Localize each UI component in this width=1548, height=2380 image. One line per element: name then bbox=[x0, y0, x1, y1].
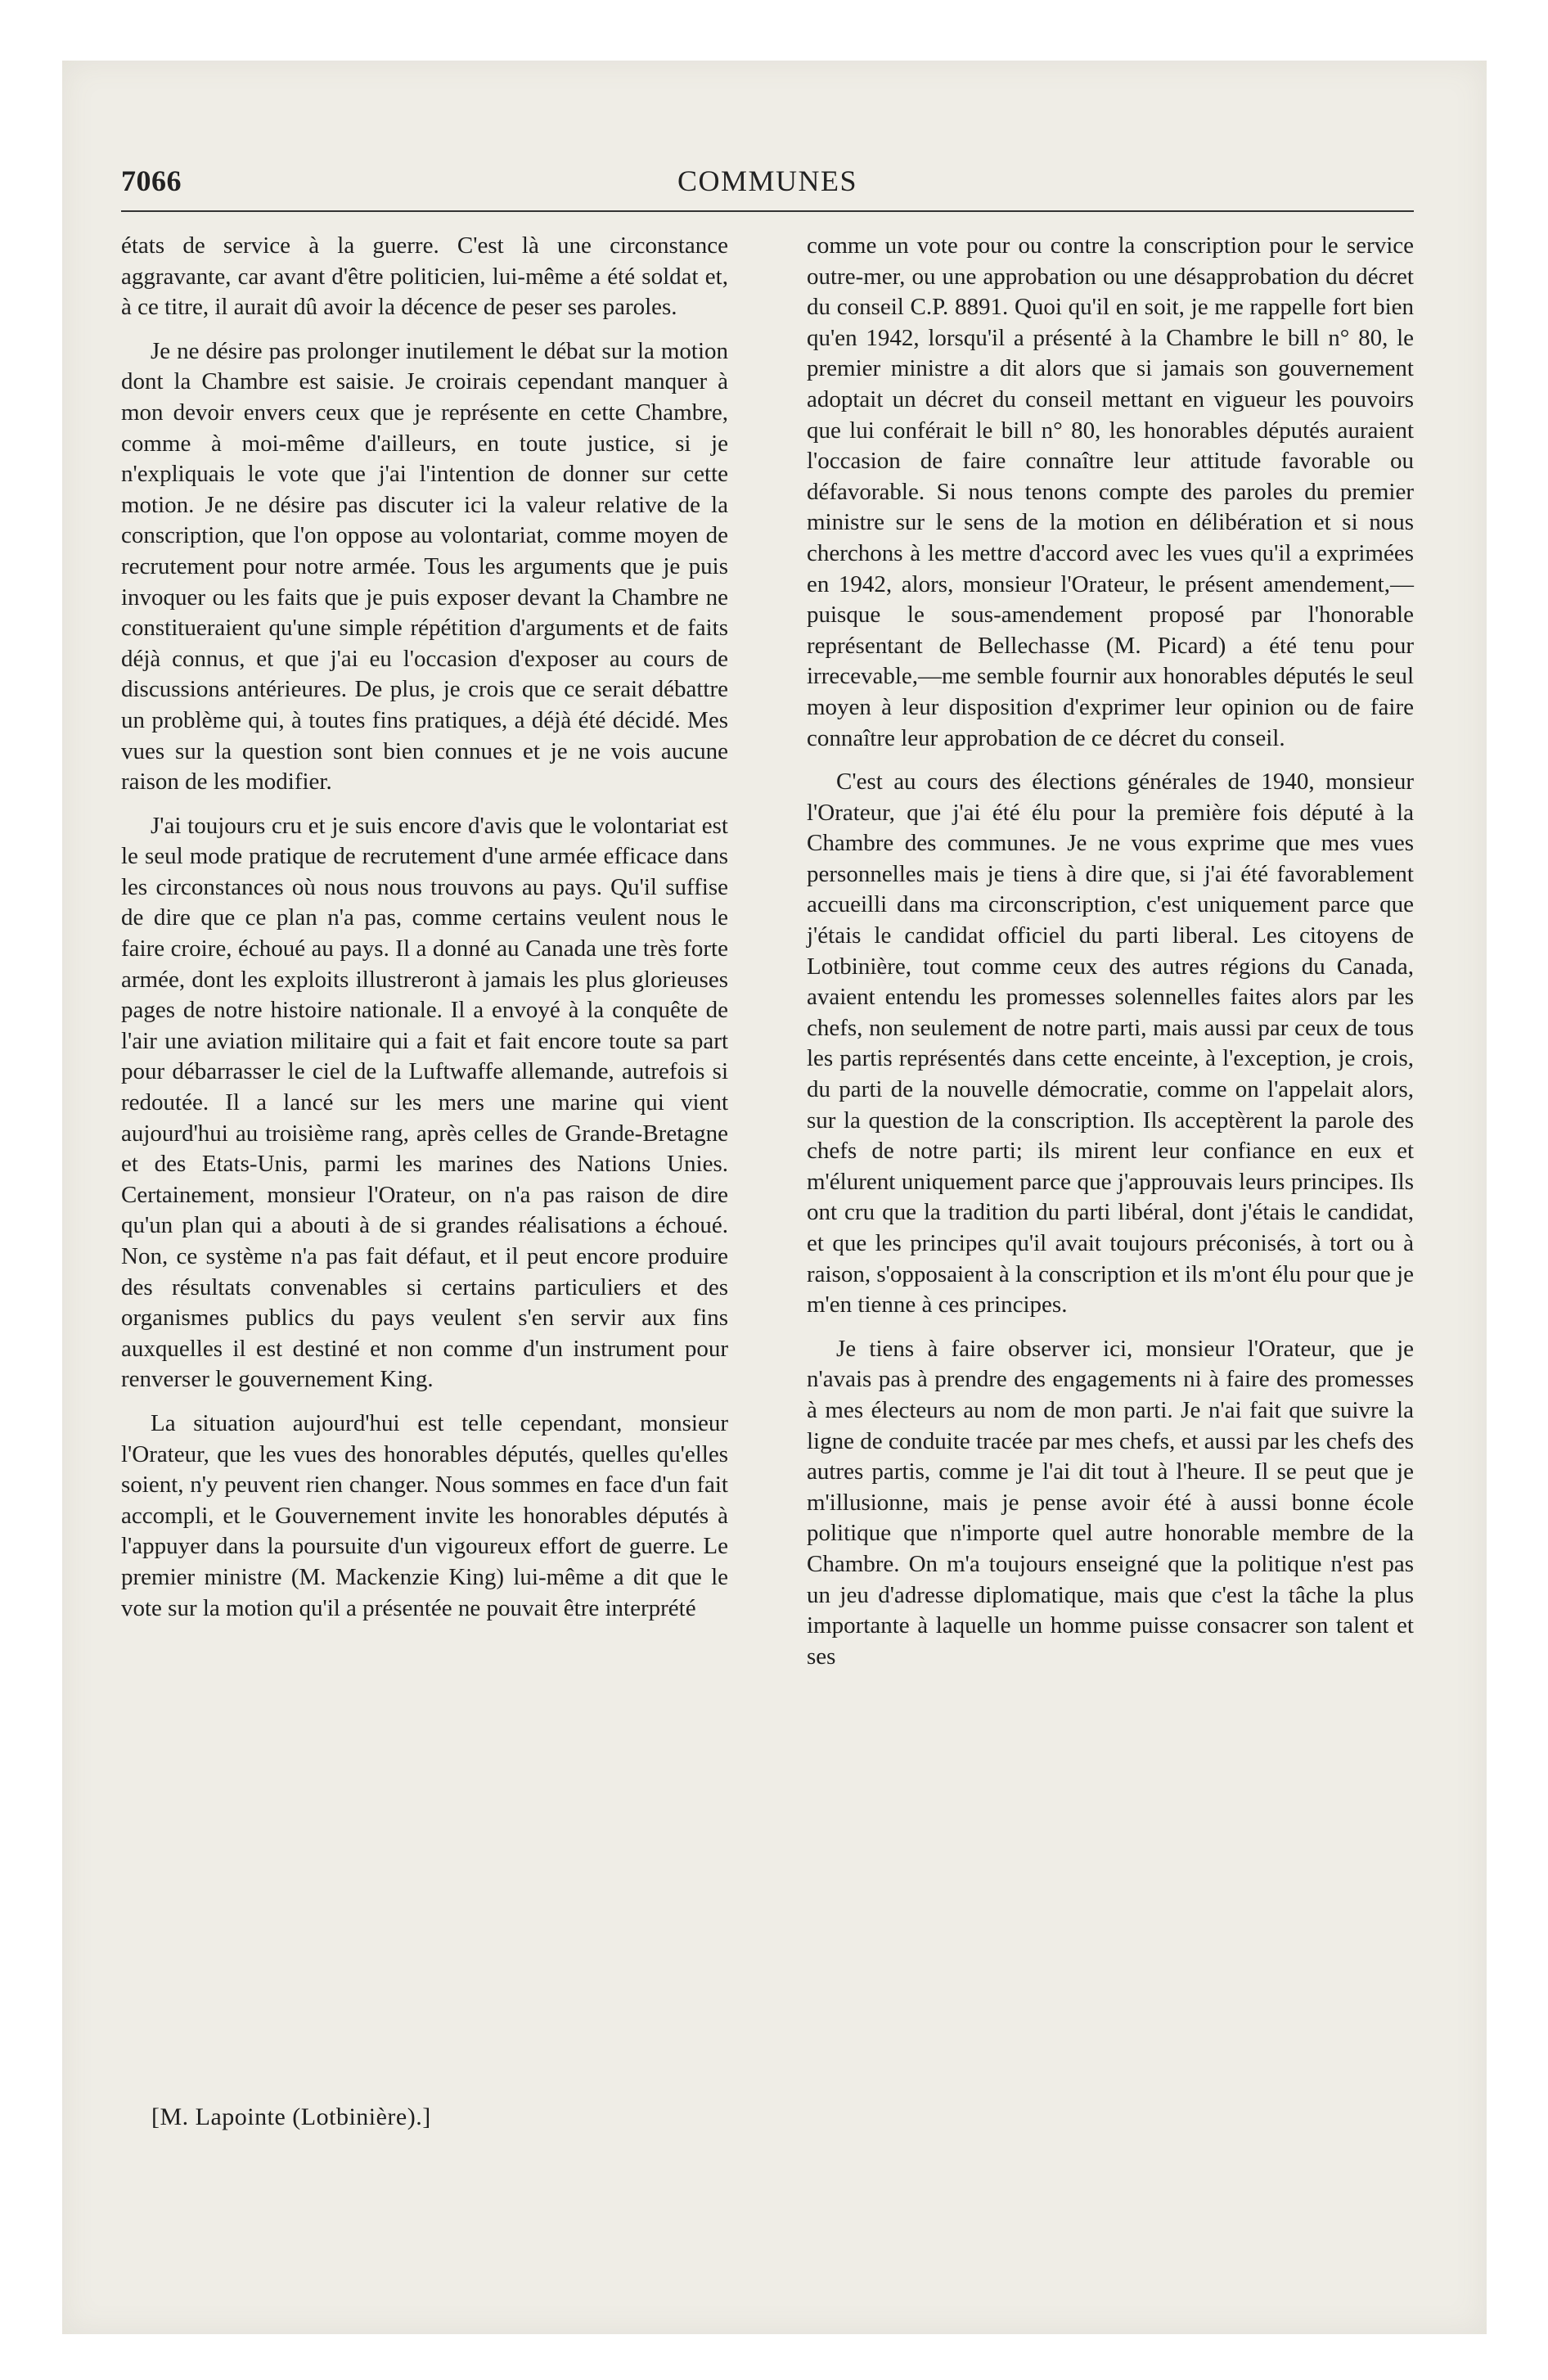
paragraph: comme un vote pour ou contre la conscription pour le service outre-mer, ou une approbation ou une désapprobation du décret du conseil C.P. 8891. Quoi qu'il en soit, je me rappelle fort bien qu'en 1942, lorsqu'il a présenté à la Chambre le bill n° 80, le premier ministre a dit alors que si jamais son gouvernement adoptait un décret du conseil mettant en vigueur les pouvoirs que lui conférait le bill n° 80, les honorables députés auraient l'occasion de faire connaître leur attitude favorable ou défavorable. Si nous tenons compte des paroles du premier ministre sur le sens de la motion en délibération et si nous cherchons à les mettre d'accord avec les vues qu'il a exprimées en 1942, alors, monsieur l'Orateur, le présent amendement,—puisque le sous-amendement proposé par l'honorable représentant de Bellechasse (M. Picard) a été tenu pour irrecevable,—me semble fournir aux honorables députés le seul moyen à leur disposition d'exprimer leur opinion ou de faire connaître leur approbation de ce décret du conseil. bbox=[807, 232, 1414, 751]
paragraph: Je ne désire pas prolonger inutilement le débat sur la motion dont la Chambre est saisie. Je croirais cependant manquer à mon devoir envers ceux que je représente en cette Chambre, comme à moi-même d'ailleurs, en toute justice, si je n'expliquais le vote que j'ai l'intention de donner sur cette motion. Je ne désire pas discuter ici la valeur relative de la conscription, que l'on oppose au volontariat, comme moyen de recrutement pour notre armée. Tous les arguments que je puis invoquer ou les faits que je puis exposer devant la Chambre ne constitueraient qu'une simple répétition d'arguments et de faits déjà connus, et que j'ai eu l'occasion d'exposer au cours de discussions antérieures. De plus, je crois que ce serait débattre un problème qui, à toutes fins pratiques, a déjà été décidé. Mes vues sur la question sont bien connues et je ne vois aucune raison de les modifier. bbox=[121, 337, 728, 796]
paragraph: J'ai toujours cru et je suis encore d'avis que le volontariat est le seul mode pratique de recrutement d'une armée efficace dans les circonstances où nous nous trouvons au pays. Qu'il suffise de dire que ce plan n'a pas, comme certains veulent nous le faire croire, échoué au pays. Il a donné au Canada une très forte armée, dont les exploits illustreront à jamais les plus glorieuses pages de notre histoire nationale. Il a envoyé à la conquête de l'air une aviation militaire qui a fait et fait encore toute sa part pour débarrasser le ciel de la Luftwaffe allemande, autrefois si redoutée. Il a lancé sur les mers une marine qui vient aujourd'hui au troisième rang, après celles de Grande-Bretagne et des Etats-Unis, parmi les marines des Nations Unies. Certainement, monsieur l'Orateur, on n'a pas raison de dire qu'un plan qui a abouti à de si grandes réalisations a échoué. Non, ce système n'a pas fait défaut, et il peut encore produire des résultats convenables si certains particuliers et des organismes publics du pays veulent s'en servir aux fins auxquelles il est destiné et non comme d'un instrument pour renverser le gouvernement King. bbox=[121, 812, 728, 1393]
speaker-tag: [M. Lapointe (Lotbinière).] bbox=[151, 2103, 431, 2130]
paragraph: C'est au cours des élections générales de 1940, monsieur l'Orateur, que j'ai été élu pour la première fois député à la Chambre des communes. Je ne vous exprime que mes vues personnelles mais je tiens à dire que, si j'ai été favorablement accueilli dans ma circonscription, c'est uniquement parce que j'étais le candidat officiel du parti liberal. Les citoyens de Lotbinière, tout comme ceux des autres régions du Canada, avaient entendu les promesses solennelles faites alors par les chefs, non seulement de notre parti, mais aussi par ceux de tous les partis représentés dans cette enceinte, à l'exception, je crois, du parti de la nouvelle démocratie, comme on l'appelait alors, sur la question de la conscription. Ils acceptèrent la parole des chefs de notre parti; ils mirent leur confiance en eux et m'élurent uniquement parce que j'approuvais leurs principes. Ils ont cru que la tradition du parti libéral, dont j'étais le candidat, et que les principes qu'il avait toujours préconisés, à tort ou à raison, s'opposaient à la conscription et ils m'ont élu pour que je m'en tienne à ces principes. bbox=[807, 769, 1414, 1318]
right-column bbox=[807, 231, 1414, 1685]
page-header bbox=[121, 164, 1414, 200]
running-title: COMMUNES bbox=[677, 165, 858, 197]
paragraph: Je tiens à faire observer ici, monsieur l'Orateur, que je n'avais pas à prendre des engagements ni à faire des promesses à mes électeurs au nom de mon parti. Je n'ai fait que suivre la ligne de conduite tracée par mes chefs, et aussi par les chefs des autres partis, comme je l'ai dit tout à l'heure. Il se peut que je m'illusionne, mais je pense avoir été à aussi bonne école politique que n'importe quel autre honorable membre de la Chambre. On m'a toujours enseigné que la politique n'est pas un jeu d'adresse diplomatique, mais que c'est la tâche la plus importante à laquelle un homme puisse consacrer son talent et ses bbox=[807, 1335, 1414, 1670]
page-number: 7066 bbox=[121, 165, 182, 197]
paragraph: états de service à la guerre. C'est là une circonstance aggravante, car avant d'être politicien, lui-même a été soldat et, à ce titre, il aurait dû avoir la décence de peser ses paroles. bbox=[121, 232, 728, 321]
left-column bbox=[121, 231, 728, 1637]
header-rule bbox=[121, 210, 1414, 212]
paragraph: La situation aujourd'hui est telle cependant, monsieur l'Orateur, que les vues des honorables députés, quelles qu'elles soient, n'y peuvent rien changer. Nous sommes en face d'un fait accompli, et le Gouvernement invite les honorables députés à l'appuyer dans la poursuite d'un vigoureux effort de guerre. Le premier ministre (M. Mackenzie King) lui-même a dit que le vote sur la motion qu'il a présentée ne pouvait être interprété bbox=[121, 1409, 728, 1621]
